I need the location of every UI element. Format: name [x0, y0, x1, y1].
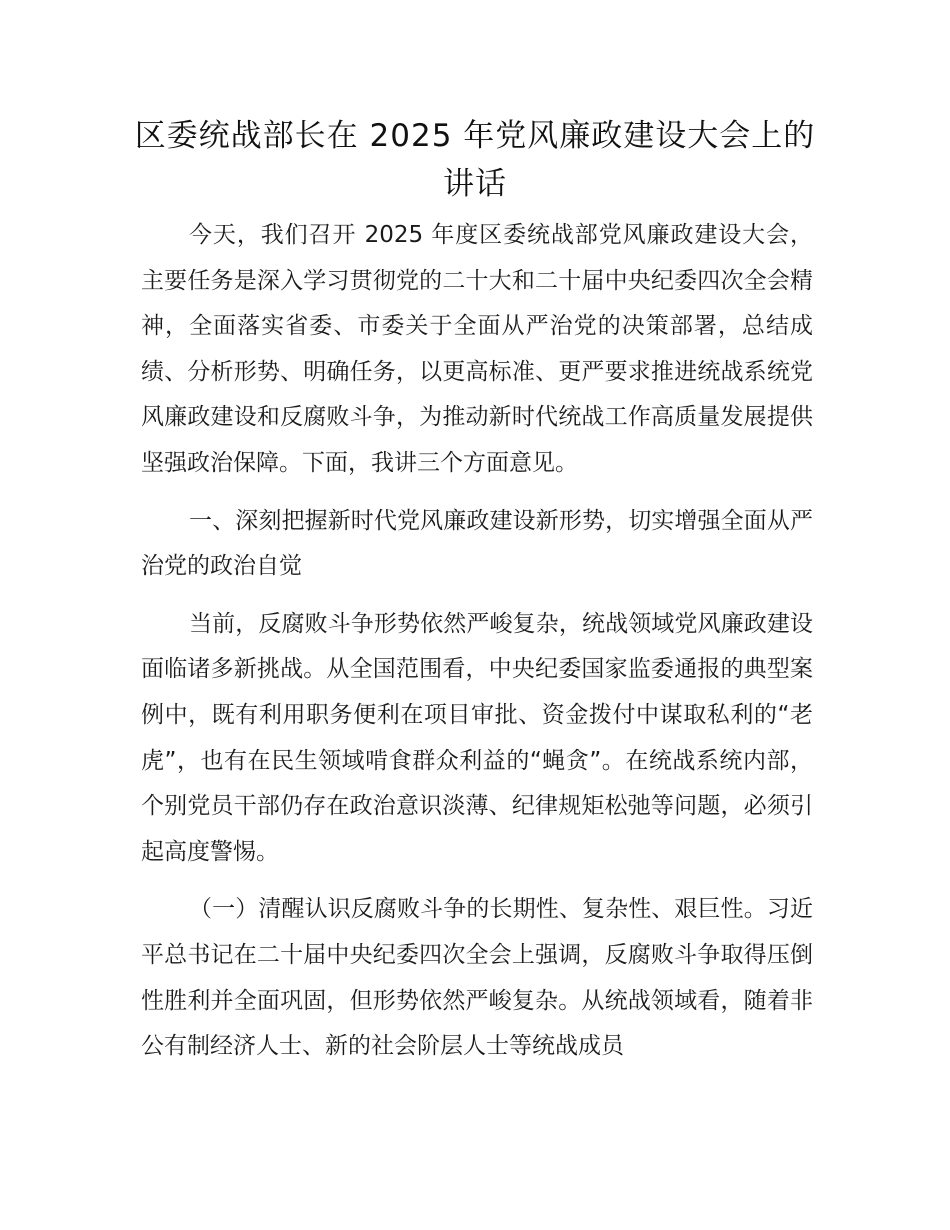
- subsection-one: （一）清醒认识反腐败斗争的长期性、复杂性、艰巨性。习近平总书记在二十届中央纪委四次全会上强调，反腐败斗争取得压倒性胜利并全面巩固，但形势依然严峻复杂。从统战领域看，随着非公有制经济人士、新的社会阶层人士等统战成员: [141, 896, 813, 1060]
- document-title: 区委统战部长在 2025 年党风廉政建设大会上的讲话: [134, 118, 816, 202]
- section-heading-one: 一、深刻把握新时代党风廉政建设新形势，切实增强全面从严治党的政治自觉: [141, 507, 813, 580]
- paragraph-situation: 当前，反腐败斗争形势依然严峻复杂，统战领域党风廉政建设面临诸多新挑战。从全国范围看，中央纪委国家监委通报的典型案例中，既有利用职务便利在项目审批、资金拨付中谋取私利的“老虎”，也有在民生领域啃食群众利益的“蝇贪”。在统战系统内部，个别党员干部仍存在政治意识淡薄、纪律规矩松弛等问题，必须引起高度警惕。: [141, 610, 813, 865]
- document-body: [141, 213, 813, 1082]
- paragraph-intro: 今天，我们召开 2025 年度区委统战部党风廉政建设大会，主要任务是深入学习贯彻党的二十大和二十届中央纪委四次全会精神，全面落实省委、市委关于全面从严治党的决策部署，总结成绩、分析形势、明确任务，以更高标准、更严要求推进统战系统党风廉政建设和反腐败斗争，为推动新时代统战工作高质量发展提供坚强政治保障。下面，我讲三个方面意见。: [141, 222, 813, 476]
